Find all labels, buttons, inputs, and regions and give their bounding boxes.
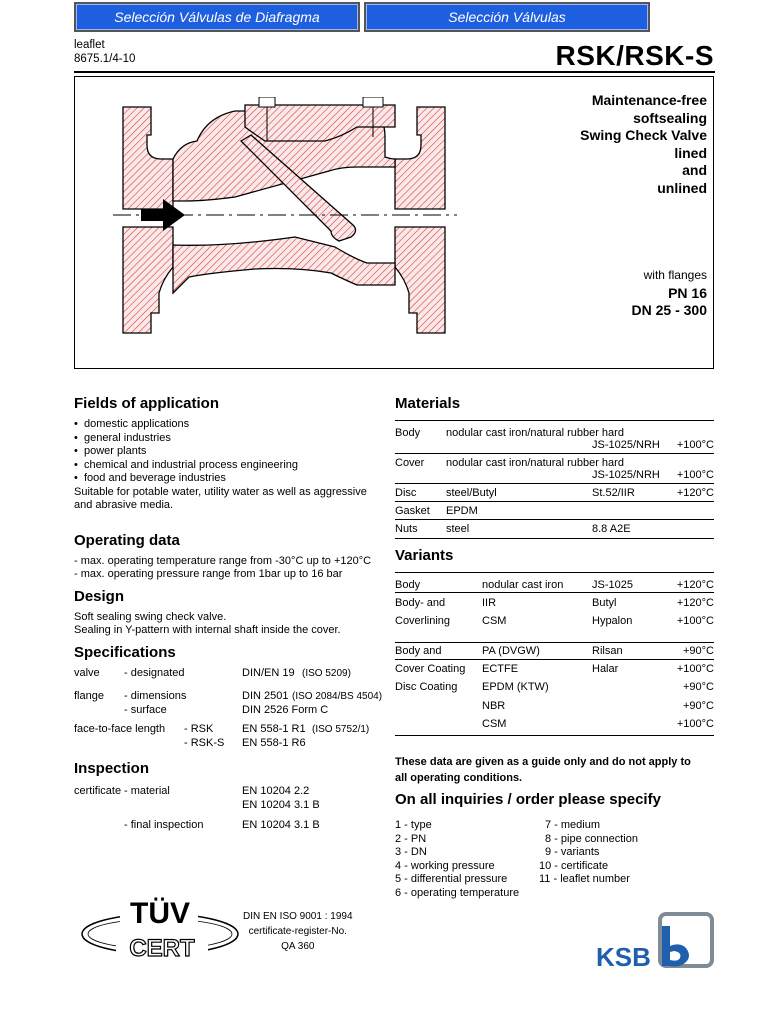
list-item: 10 - certificate: [539, 859, 609, 872]
variant-material: CSM: [482, 718, 507, 730]
hero-title-line: Maintenance-free: [591, 92, 707, 108]
variant-part: Body: [395, 579, 421, 591]
certification-line: certificate-register-No.: [248, 926, 347, 937]
list-item: 6 - operating temperature: [395, 886, 520, 899]
spec-row: [74, 704, 384, 718]
spec-item: - RSK: [184, 723, 214, 735]
spec-item: - final inspection: [124, 819, 204, 831]
variant-part: Body- and: [395, 597, 446, 609]
leaflet-label: leaflet: [74, 39, 105, 51]
list-item: • general industries: [74, 432, 384, 446]
operating-line: - max. operating pressure range from 1bar up to 16 bar: [74, 568, 343, 580]
list-item: • chemical and industrial process engineering: [74, 459, 384, 473]
hero-title-line: and: [682, 162, 707, 178]
spec-note: (ISO 5209): [302, 667, 351, 679]
materials-part: Body: [395, 427, 421, 439]
table-rule: [395, 642, 714, 643]
header-divider: [74, 71, 715, 73]
materials-part: Gasket: [395, 505, 430, 517]
table-rule: [395, 420, 714, 421]
list-item: • power plants: [74, 445, 384, 459]
leaflet-number: 8675.1/4-10: [74, 53, 136, 65]
variants-table: [395, 572, 714, 738]
certification-text: [243, 909, 353, 954]
spec-standard: EN 10204 3.1 B: [242, 798, 320, 811]
design-heading: Design: [74, 587, 125, 605]
table-rule: [395, 592, 714, 593]
variant-temp: +90°C: [682, 700, 714, 712]
tuv-cert-logo: [80, 894, 240, 962]
hero-title-line: Swing Check Valve: [580, 127, 707, 143]
left-column: [74, 395, 384, 833]
ksb-b-mark-icon: [662, 926, 689, 967]
variant-temp: +100°C: [676, 718, 714, 730]
spec-label: valve: [74, 666, 100, 679]
table-rule: [395, 572, 714, 573]
materials-grade: 8.8 A2E: [592, 523, 631, 535]
materials-material: steel: [446, 523, 470, 535]
list-item: 5 - differential pressure: [395, 873, 508, 885]
materials-table: [395, 420, 714, 540]
page-title: RSK/RSK-S: [555, 40, 714, 71]
pressure-dn-rating: [632, 285, 707, 319]
order-list-left: [395, 819, 519, 900]
hero-title: [580, 92, 707, 197]
variant-temp: +100°C: [676, 615, 714, 627]
spec-standard: DIN/EN 19: [242, 666, 295, 679]
fields-note-line: and abrasive media.: [74, 499, 174, 511]
variant-temp: +90°C: [682, 681, 714, 693]
ksb-logo: [596, 912, 716, 970]
variant-part: Disc Coating: [395, 681, 458, 693]
variant-grade: Butyl: [592, 597, 617, 609]
fields-list: [74, 418, 384, 486]
spec-row: [74, 690, 384, 704]
nav-button-diaphragm-valves[interactable]: Selección Válvulas de Diafragma: [74, 2, 360, 32]
spec-standard: EN 10204 2.2: [242, 785, 310, 797]
variant-material: CSM: [482, 615, 507, 627]
disclaimer-line: all operating conditions.: [395, 772, 523, 784]
hero-title-line: lined: [674, 144, 707, 161]
flanges-label: with flanges: [643, 268, 707, 282]
table-rule: [395, 483, 714, 484]
hero-title-line: unlined: [657, 179, 707, 196]
materials-temp: +120°C: [676, 487, 714, 499]
variant-part: Body and: [395, 645, 442, 657]
order-heading: On all inquiries / order please specify: [395, 791, 661, 808]
spec-item: - RSK-S: [184, 736, 225, 749]
list-item: 8 - pipe connection: [545, 832, 638, 845]
variant-temp: +100°C: [676, 663, 714, 675]
variants-heading: Variants: [395, 547, 454, 564]
spec-label: certificate: [74, 785, 122, 797]
nav-button-valves[interactable]: Selección Válvulas: [364, 2, 650, 32]
variant-grade: Rilsan: [592, 645, 623, 657]
variant-grade: Hypalon: [592, 615, 633, 627]
materials-material: EPDM: [446, 505, 478, 517]
variant-material: NBR: [482, 700, 506, 712]
hero-title-line: softsealing: [633, 109, 707, 126]
spec-row: [74, 723, 384, 737]
materials-part: Disc: [395, 487, 417, 499]
certification-line: QA 360: [281, 941, 315, 952]
list-item: 7 - medium: [545, 819, 601, 831]
table-rule: [395, 501, 714, 502]
design-line: Soft sealing swing check valve.: [74, 610, 227, 623]
tuv-word: TÜV: [130, 897, 190, 930]
disclaimer-line: These data are given as a guide only and do not apply to: [395, 756, 691, 768]
list-item: 1 - type: [395, 819, 432, 831]
materials-material: nodular cast iron/natural rubber hard: [446, 457, 624, 469]
leaflet-info: [74, 38, 135, 66]
variant-material: ECTFE: [482, 663, 519, 675]
materials-temp: +100°C: [676, 439, 714, 451]
variant-temp: +90°C: [682, 645, 714, 657]
list-item: • domestic applications: [74, 418, 384, 432]
specifications-heading: Specifications: [74, 643, 176, 661]
materials-heading: Materials: [395, 395, 461, 412]
list-item: 4 - working pressure: [395, 859, 495, 872]
spec-row: [74, 785, 384, 799]
variant-temp: +120°C: [676, 579, 714, 591]
variant-temp: +120°C: [676, 597, 714, 609]
spec-item: - dimensions: [124, 690, 187, 702]
certification-line: DIN EN ISO 9001 : 1994: [243, 911, 353, 922]
table-rule: [395, 538, 714, 539]
variant-part: Coverlining: [395, 615, 451, 627]
spec-note: (ISO 5752/1): [312, 724, 370, 735]
materials-material: nodular cast iron/natural rubber hard: [446, 427, 624, 439]
inspection-heading: Inspection: [74, 760, 150, 777]
materials-part: Nuts: [395, 523, 418, 535]
table-rule: [395, 659, 714, 660]
materials-grade: JS-1025/NRH: [592, 439, 660, 451]
variant-material: IIR: [482, 597, 497, 609]
variant-grade: Halar: [592, 663, 619, 675]
cert-word: CERT: [129, 935, 195, 962]
operating-heading: Operating data: [74, 531, 180, 549]
valve-cross-section-drawing: [105, 97, 465, 342]
list-item: 3 - DN: [395, 846, 427, 858]
spec-item: - material: [124, 785, 170, 797]
spec-standard: DIN 2526 Form C: [242, 703, 329, 716]
spec-label: flange: [74, 690, 104, 702]
materials-grade: JS-1025/NRH: [592, 469, 660, 481]
operating-data: [74, 555, 384, 582]
table-rule: [395, 519, 714, 520]
spec-standard: EN 558-1 R1: [242, 723, 306, 735]
spec-row: [74, 737, 384, 751]
variant-material: EPDM (KTW): [482, 681, 549, 693]
spec-row: [74, 819, 384, 833]
design-text: [74, 611, 384, 638]
spec-item: - designated: [124, 666, 185, 679]
specifications-table: [74, 667, 384, 751]
spec-row: [74, 667, 384, 681]
variant-grade: JS-1025: [592, 579, 633, 591]
variant-material: nodular cast iron: [482, 579, 564, 591]
ksb-text: KSB: [596, 942, 651, 970]
materials-part: Cover: [395, 457, 425, 469]
spec-label: face-to-face length: [74, 723, 166, 735]
list-item: • food and beverage industries: [74, 472, 384, 486]
spec-row: [74, 799, 384, 813]
inspection-table: [74, 785, 384, 833]
fields-heading: Fields of application: [74, 395, 220, 412]
list-item: 2 - PN: [395, 832, 427, 845]
hero-panel: [74, 76, 714, 369]
order-list-right: [539, 819, 638, 887]
variant-material: PA (DVGW): [482, 645, 540, 657]
list-item: 9 - variants: [545, 846, 600, 858]
design-line: Sealing in Y-pattern with internal shaft inside the cover.: [74, 624, 341, 636]
materials-material: steel/Butyl: [446, 487, 497, 499]
operating-line: - max. operating temperature range from -30°C up to +120°C: [74, 554, 372, 567]
fields-note-line: Suitable for potable water, utility water as well as aggressive: [74, 485, 367, 498]
dn-range: DN 25 - 300: [631, 302, 707, 318]
materials-temp: +100°C: [676, 469, 714, 481]
fields-note: [74, 486, 384, 513]
list-item: 11 - leaflet number: [539, 873, 630, 885]
materials-grade: St.52/IIR: [592, 487, 635, 499]
spec-note: (ISO 2084/BS 4504): [292, 691, 383, 702]
pn-rating: PN 16: [668, 285, 707, 301]
disclaimer: [395, 754, 691, 786]
table-rule: [395, 453, 714, 454]
spec-standard: EN 558-1 R6: [242, 736, 306, 749]
spec-standard: DIN 2501: [242, 690, 289, 702]
spec-item: - surface: [124, 703, 167, 716]
table-rule: [395, 735, 714, 736]
variant-part: Cover Coating: [395, 663, 466, 675]
spec-standard: EN 10204 3.1 B: [242, 819, 320, 831]
